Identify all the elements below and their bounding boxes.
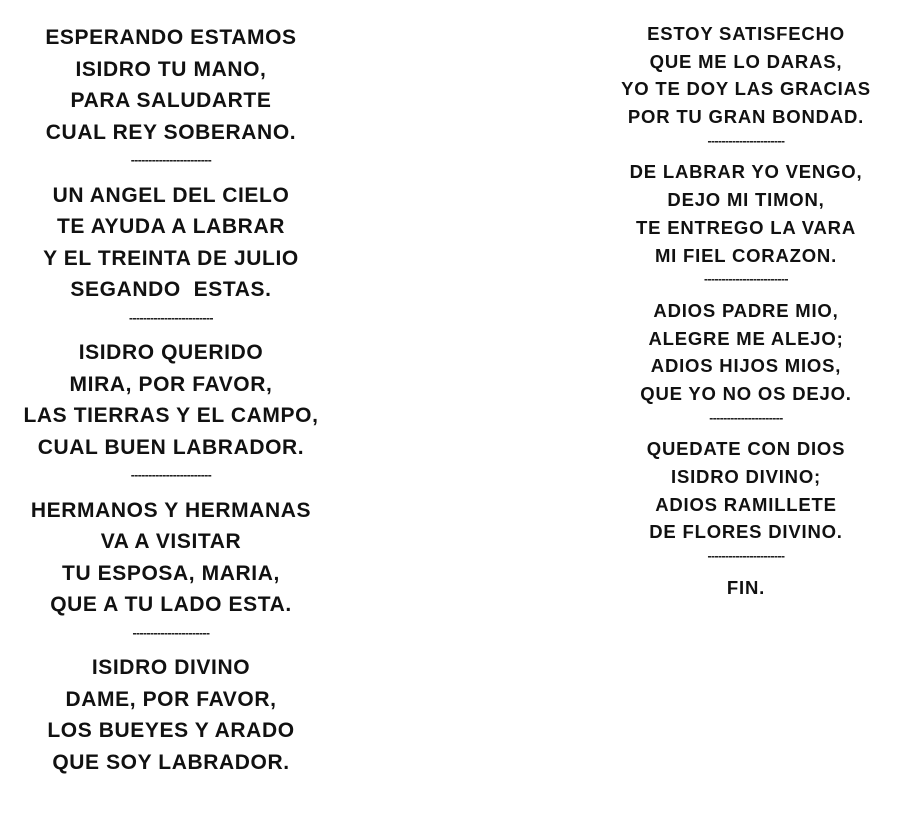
verse-line: QUE A TU LADO ESTA. bbox=[50, 593, 292, 616]
verse-line: TE AYUDA A LABRAR bbox=[57, 215, 285, 238]
verse-line: POR TU GRAN BONDAD. bbox=[627, 106, 865, 128]
verse-line: CUAL REY SOBERANO. bbox=[45, 120, 297, 144]
stanza-separator: ------------------------ bbox=[704, 272, 788, 287]
stanza-1 bbox=[0, 22, 342, 148]
verse-line: QUE YO NO OS DEJO. bbox=[640, 382, 852, 404]
verse-line: VA A VISITAR bbox=[100, 530, 242, 553]
stanza-separator: --------------------- bbox=[709, 410, 783, 425]
stanza-separator: ---------------------- bbox=[707, 133, 785, 148]
verse-line: MI FIEL CORAZON. bbox=[654, 244, 838, 266]
stanza-9 bbox=[600, 435, 892, 546]
verse-line: CUAL BUEN LABRADOR. bbox=[37, 435, 305, 459]
stanza-7 bbox=[600, 158, 892, 269]
verse-line: UN ANGEL DEL CIELO bbox=[52, 183, 290, 207]
verse-line: HERMANOS Y HERMANAS bbox=[30, 498, 312, 522]
stanza-separator: ------------------------ bbox=[129, 310, 213, 325]
verse-line: LAS TIERRAS Y EL CAMPO, bbox=[23, 404, 319, 427]
verse-line: TU ESPOSA, MARIA, bbox=[62, 561, 280, 585]
stanza-3 bbox=[0, 337, 342, 463]
verse-line: DAME, POR FAVOR, bbox=[65, 687, 277, 711]
verse-line: Y EL TREINTA DE JULIO bbox=[43, 246, 299, 270]
verse-line: MIRA, POR FAVOR, bbox=[69, 372, 273, 396]
stanza-separator: ---------------------- bbox=[707, 549, 785, 564]
verse-line: LOS BUEYES Y ARADO bbox=[47, 719, 295, 742]
stanza-6 bbox=[600, 20, 892, 131]
stanza-2 bbox=[0, 180, 342, 306]
stanza-separator: ---------------------- bbox=[132, 625, 210, 640]
stanza-separator: ----------------------- bbox=[130, 468, 212, 482]
verse-line: ADIOS RAMILLETE bbox=[655, 493, 837, 515]
verse-line: ESTOY SATISFECHO bbox=[647, 23, 845, 44]
verse-line: PARA SALUDARTE bbox=[70, 89, 272, 112]
verse-line: ADIOS HIJOS MIOS, bbox=[650, 355, 842, 377]
verse-line: DEJO MI TIMON, bbox=[667, 189, 825, 211]
stanza-5 bbox=[0, 652, 342, 778]
verse-line: SEGANDO ESTAS. bbox=[70, 278, 272, 301]
right-poem-column bbox=[600, 20, 892, 601]
verse-line: QUE ME LO DARAS, bbox=[649, 50, 843, 72]
verse-line: ISIDRO DIVINO bbox=[91, 656, 251, 679]
verse-line: DE LABRAR YO VENGO, bbox=[629, 161, 863, 183]
stanza-separator: ----------------------- bbox=[130, 153, 212, 167]
verse-line: YO TE DOY LAS GRACIAS bbox=[621, 78, 871, 100]
verse-line: QUE SOY LABRADOR. bbox=[52, 750, 290, 774]
verse-line: ISIDRO QUERIDO bbox=[78, 341, 264, 364]
verse-line: ISIDRO DIVINO; bbox=[671, 466, 821, 487]
stanza-4 bbox=[0, 495, 342, 621]
verse-line: ADIOS PADRE MIO, bbox=[653, 299, 839, 321]
stanza-8 bbox=[600, 297, 892, 408]
left-poem-column bbox=[0, 22, 342, 778]
verse-line: TE ENTREGO LA VARA bbox=[636, 216, 856, 238]
verse-line: ISIDRO TU MANO, bbox=[75, 57, 267, 81]
verse-line: ALEGRE ME ALEJO; bbox=[648, 327, 844, 349]
verse-line: DE FLORES DIVINO. bbox=[649, 521, 843, 543]
verse-line: QUEDATE CON DIOS bbox=[646, 438, 846, 460]
verse-line: ESPERANDO ESTAMOS bbox=[45, 26, 297, 49]
poem-ending: FIN. bbox=[726, 576, 766, 598]
